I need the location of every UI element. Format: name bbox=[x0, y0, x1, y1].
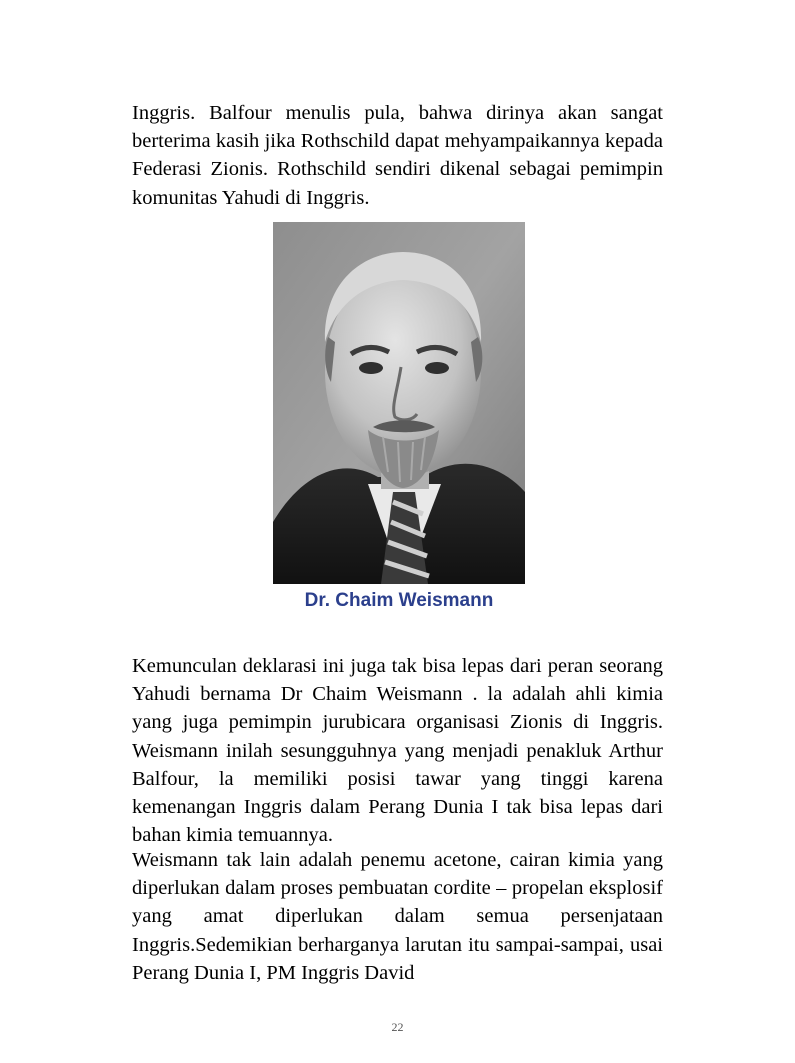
paragraph-1: Inggris. Balfour menulis pula, bahwa dirinya akan sangat berterima kasih jika Rothschild dapat mehyampaikannya kepada Federasi Zionis. Rothschild sendiri dikenal sebagai pemimpin komunitas Yahudi di Inggris. bbox=[132, 102, 663, 209]
page-number: 22 bbox=[391, 1020, 404, 1034]
portrait-figure bbox=[272, 222, 526, 616]
portrait-photo bbox=[273, 222, 525, 584]
paragraph-2: Kemunculan deklarasi ini juga tak bisa lepas dari peran seorang Yahudi bernama Dr Chaim Weismann . la adalah ahli kimia yang juga pemimpin jurubicara organisasi Zionis di Inggris. Weismann inilah sesungguhnya yang menjadi penakluk Arthur Balfour, la memiliki posisi tawar yang tinggi karena kemenangan Inggris dalam Perang Dunia I tak bisa lepas dari bahan kimia temuannya. bbox=[132, 655, 663, 847]
portrait-caption: Dr. Chaim Weismann bbox=[304, 590, 494, 611]
paragraph-3: Weismann tak lain adalah penemu acetone, cairan kimia yang diperlukan dalam proses pembuatan cordite – propelan eksplosif yang amat diperlukan dalam semua persenjataan Inggris.Sedemikian berharganya larutan itu sampai-sampai, usai Perang Dunia I, PM Inggris David bbox=[132, 849, 663, 984]
